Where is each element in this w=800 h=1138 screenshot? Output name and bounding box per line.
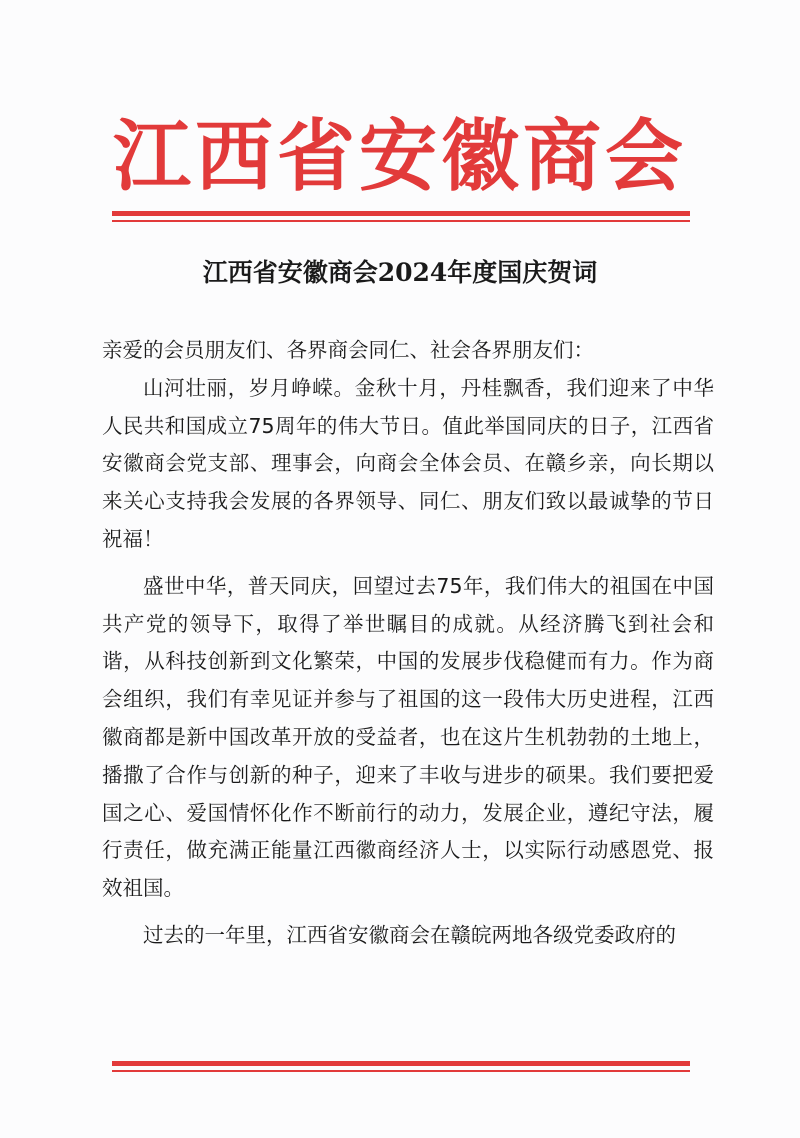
divider-thin-line — [112, 220, 690, 222]
paragraph: 山河壮丽，岁月峥嵘。金秋十月，丹桂飘香，我们迎来了中华人民共和国成立75周年的伟大节日。值此举国同庆的日子，江西省安徽商会党支部、理事会，向商会全体会员、在赣乡亲，向长期以来关心支持我会发展的各界领导、同仁、朋友们致以最诚挚的节日祝福！ — [102, 375, 714, 551]
document-title: 江西省安徽商会2024年度国庆贺词 — [202, 258, 598, 287]
footer-divider — [112, 1061, 690, 1072]
divider-thin-line — [112, 1070, 690, 1072]
paragraph: 盛世中华，普天同庆，回望过去75年，我们伟大的祖国在中国共产党的领导下，取得了举世瞩目的成就。从经济腾飞到社会和谐，从科技创新到文化繁荣，中国的发展步伐稳健而有力。作为商会组织，我们有幸见证并参与了祖国的这一段伟大历史进程，江西徽商都是新中国改革开放的受益者，也在这片生机勃勃的土地上，播撒了合作与创新的种子，迎来了丰收与进步的硕果。我们要把爱国之心、爱国情怀化作不断前行的动力，发展企业，遵纪守法，履行责任，做充满正能量江西徽商经济人士，以实际行动感恩党、报效祖国。 — [102, 573, 714, 901]
letter-body — [102, 332, 714, 955]
paragraph: 过去的一年里，江西省安徽商会在赣皖两地各级党委政府的 — [143, 922, 676, 947]
letterhead-divider — [112, 211, 690, 222]
letterhead-title: 江西省安徽商会 — [112, 111, 687, 202]
salutation: 亲爱的会员朋友们、各界商会同仁、社会各界朋友们： — [102, 338, 594, 362]
